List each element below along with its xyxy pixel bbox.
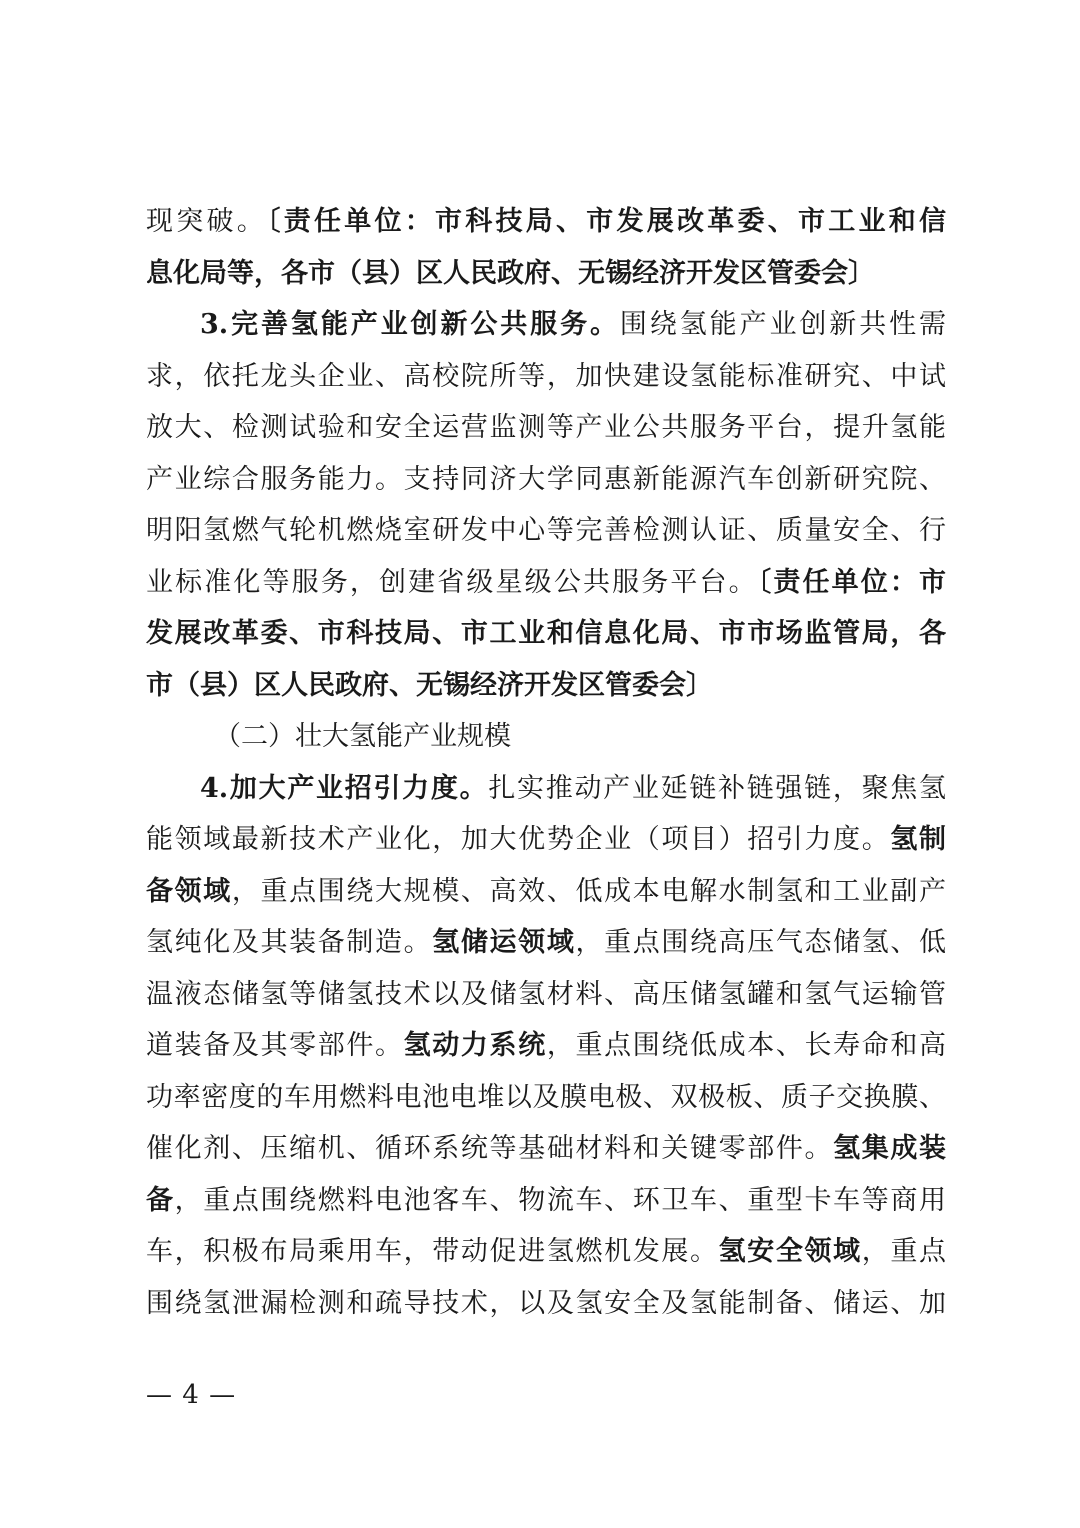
text-segment: 催化剂、压缩机、循环系统等基础材料和关键零部件。 — [146, 1133, 834, 1164]
text-segment: 求，依托龙头企业、高校院所等，加快建设氢能标准研究、中试 — [146, 360, 946, 392]
text-line — [146, 1226, 946, 1278]
section-heading — [146, 711, 946, 763]
page-number: — 4 — — [146, 1380, 237, 1410]
bold-text-segment: 备 — [146, 1184, 175, 1216]
text-line — [146, 917, 946, 969]
text-segment: 明阳氢燃气轮机燃烧室研发中心等完善检测认证、质量安全、行 — [146, 515, 946, 546]
text-line — [146, 505, 946, 557]
text-segment: ，重点 — [861, 1236, 946, 1267]
bold-text-segment: 3.完善氢能产业创新公共服务。 — [200, 309, 620, 340]
bold-text-segment: 氢储运领域 — [432, 927, 576, 958]
text-line — [146, 557, 946, 609]
text-segment: 氢纯化及其装备制造。 — [146, 927, 433, 958]
text-segment: 温液态储氢等储氢技术以及储氢材料、高压储氢罐和氢气运输管 — [146, 978, 946, 1010]
text-segment: 围绕氢泄漏检测和疏导技术，以及氢安全及氢能制备、储运、加 — [146, 1287, 946, 1319]
bold-text-segment: 息化局等，各市（县）区人民政府、无锡经济开发区管委会〕 — [146, 257, 875, 289]
text-segment: 产业综合服务能力。支持同济大学同惠新能源汽车创新研究院、 — [146, 463, 946, 495]
bold-text-segment: 4.加大产业招引力度。 — [200, 772, 489, 804]
text-line — [146, 1175, 946, 1227]
text-segment: 业标准化等服务，创建省级星级公共服务平台。 — [146, 566, 758, 598]
text-line — [146, 196, 946, 248]
text-segment: 围绕氢能产业创新共性需 — [619, 309, 946, 340]
text-line — [146, 1020, 946, 1072]
text-line — [146, 866, 946, 918]
text-line — [146, 351, 946, 403]
text-line — [146, 814, 946, 866]
text-line — [146, 608, 946, 660]
text-segment: 扎实推动产业延链补链强链，聚焦氢 — [488, 772, 946, 804]
bold-text-segment: 发展改革委、市科技局、市工业和信息化局、市市场监管局，各 — [146, 618, 946, 649]
text-line — [146, 1072, 946, 1124]
text-line — [146, 299, 946, 351]
text-line — [146, 248, 946, 300]
bold-text-segment: 市（县）区人民政府、无锡经济开发区管委会〕 — [146, 669, 713, 701]
body-text — [146, 196, 946, 1329]
text-segment: ，重点围绕大规模、高效、低成本电解水制氢和工业副产 — [231, 875, 946, 907]
text-line — [146, 402, 946, 454]
bold-text-segment: 氢集成装 — [833, 1133, 946, 1164]
text-segment: （二）壮大氢能产业规模 — [214, 721, 511, 752]
bold-text-segment: 备领域 — [146, 875, 232, 907]
bold-text-segment: 氢制 — [890, 824, 946, 855]
bold-text-segment: 〔责任单位：市 — [757, 566, 946, 598]
text-segment: ，重点围绕低成本、长寿命和高 — [546, 1030, 946, 1061]
text-line — [146, 969, 946, 1021]
text-line — [146, 454, 946, 506]
text-segment: 放大、检测试验和安全运营监测等产业公共服务平台，提升氢能 — [146, 412, 946, 443]
text-line — [146, 660, 946, 712]
bold-text-segment: 〔责任单位：市科技局、市发展改革委、市工业和信 — [267, 206, 946, 237]
bold-text-segment: 氢安全领域 — [718, 1236, 862, 1267]
text-segment: 功率密度的车用燃料电池电堆以及膜电极、双极板、质子交换膜、 — [146, 1081, 946, 1113]
bold-text-segment: 氢动力系统 — [403, 1030, 547, 1061]
text-line — [146, 1278, 946, 1330]
text-segment: ，重点围绕高压气态储氢、低 — [575, 927, 946, 958]
text-segment: 能领域最新技术产业化，加大优势企业（项目）招引力度。 — [146, 824, 891, 855]
text-segment: 车，积极布局乘用车，带动促进氢燃机发展。 — [146, 1236, 719, 1267]
text-segment: ，重点围绕燃料电池客车、物流车、环卫车、重型卡车等商用 — [174, 1184, 946, 1216]
text-segment: 现突破。 — [146, 206, 267, 237]
text-line — [146, 763, 946, 815]
text-line — [146, 1123, 946, 1175]
text-segment: 道装备及其零部件。 — [146, 1030, 404, 1061]
